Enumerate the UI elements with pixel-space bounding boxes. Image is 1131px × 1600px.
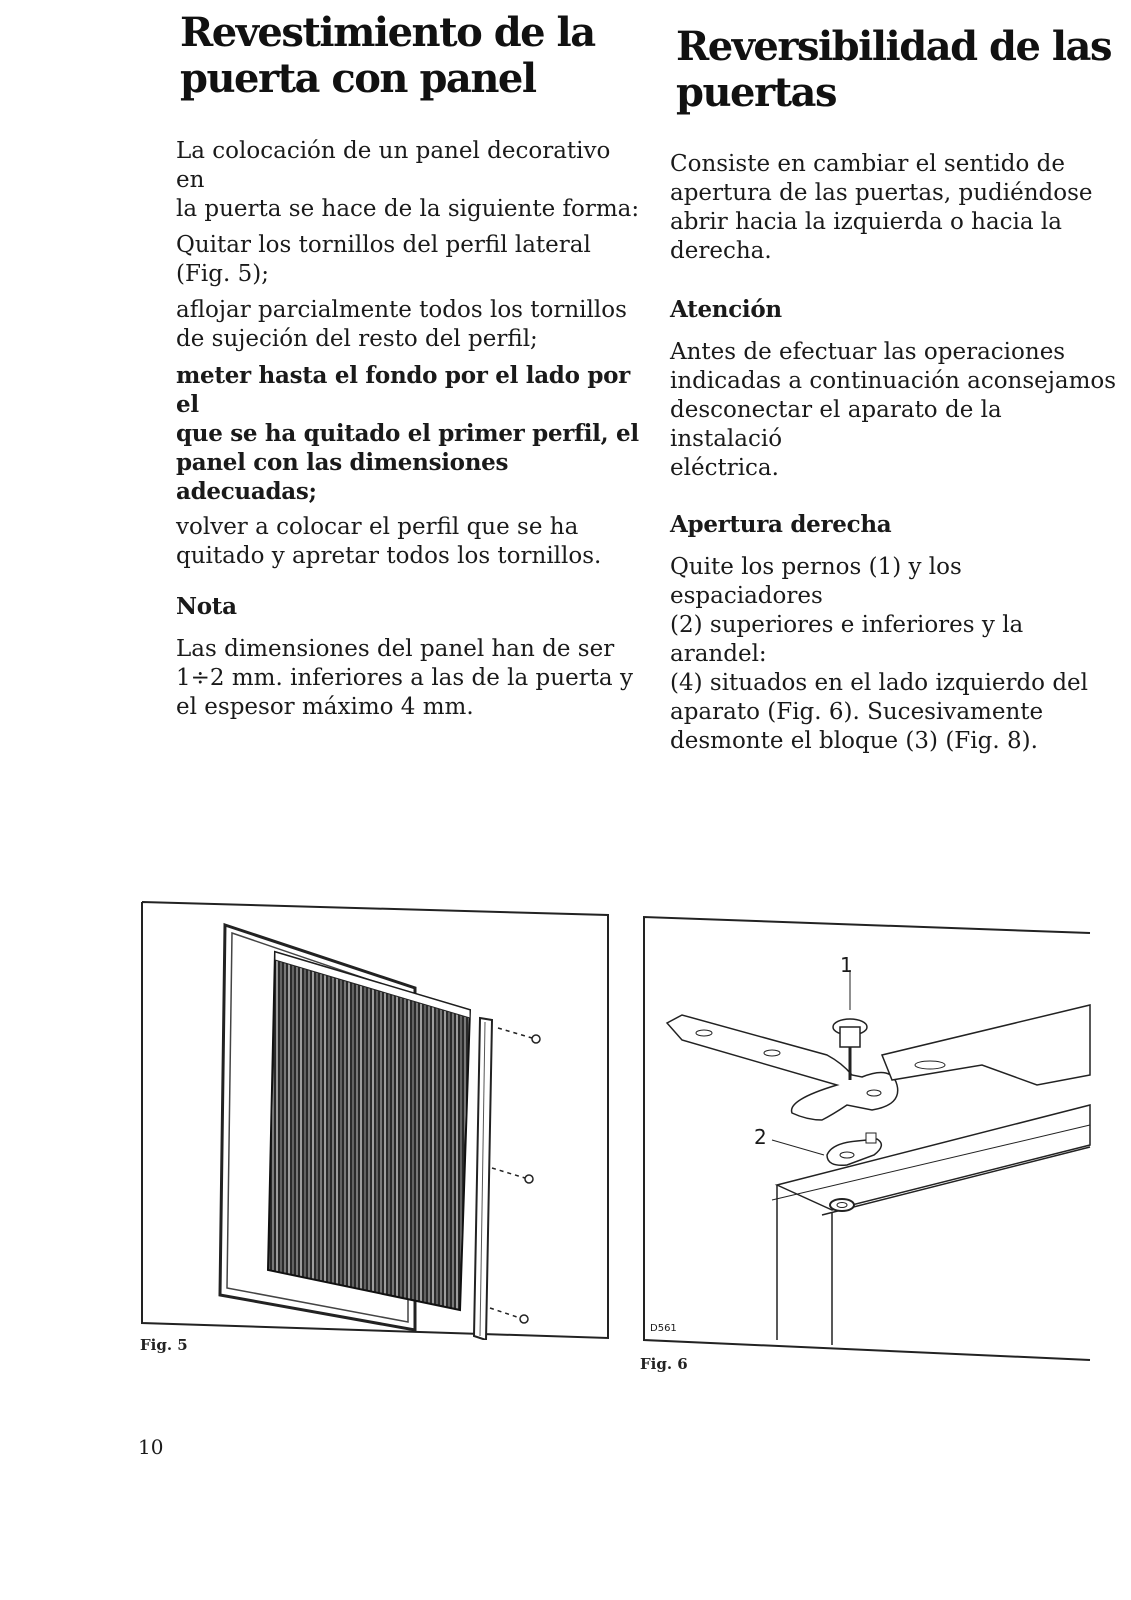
fig6-illustration [642, 915, 1092, 1365]
right-body [670, 150, 1120, 763]
right-title [676, 24, 1116, 116]
attention-text: Antes de efectuar las operaciones indicadas a continuación aconsejamos desconectar el aparato de la instalació eléctrica. [670, 339, 1117, 481]
left-step-3: meter hasta el fondo por el lado por el que se ha quitado el primer perfil, el panel con las dimensiones adecuadas; [176, 362, 639, 505]
fig5-illustration [140, 900, 610, 1340]
right-column [676, 24, 1116, 116]
screw-icon [490, 1028, 540, 1323]
fig5-caption: Fig. 5 [140, 1336, 188, 1354]
page-number: 10 [138, 1435, 164, 1459]
right-title-line1: Reversibilidad de las [676, 23, 1111, 70]
left-intro: La colocación de un panel decorativo en la puerta se hace de la siguiente forma: [176, 138, 640, 222]
washer-icon [830, 1199, 854, 1211]
left-title [180, 10, 650, 102]
left-body [176, 137, 646, 729]
fig6-label-1: 1 [840, 953, 853, 977]
left-step-1: Quitar los tornillos del perfil lateral (Fig. 5); [176, 232, 591, 287]
opening-heading: Apertura derecha [670, 511, 892, 538]
fig6-label-2: 2 [754, 1125, 767, 1149]
right-intro: Consiste en cambiar el sentido de apertura de las puertas, pudiéndose abrir hacia la izquierda o hacia la derecha. [670, 151, 1093, 264]
note-text: Las dimensiones del panel han de ser 1÷2 mm. inferiores a las de la puerta y el espesor máximo 4 mm. [176, 636, 633, 720]
left-column [180, 10, 650, 102]
figure-6 [642, 915, 1092, 1365]
note-heading: Nota [176, 593, 237, 620]
left-title-line1: Revestimiento de la [180, 9, 595, 56]
opening-text: Quite los pernos (1) y los espaciadores (2) superiores e inferiores y la arandel: (4) situados en el lado izquierdo del aparato (Fig. 6). Sucesivamente desmonte el bloque (3) (Fig. 8). [670, 554, 1089, 754]
left-step-4: volver a colocar el perfil que se ha quitado y apretar todos los tornillos. [176, 514, 602, 569]
figure-5 [140, 900, 610, 1340]
right-title-line2: puertas [676, 69, 836, 116]
fig6-code: D561 [650, 1323, 677, 1334]
fig6-caption: Fig. 6 [640, 1355, 688, 1373]
left-title-line2: puerta con panel [180, 55, 536, 102]
left-step-2: aflojar parcialmente todos los tornillos de sujeción del resto del perfil; [176, 297, 627, 352]
attention-heading: Atención [670, 296, 782, 323]
